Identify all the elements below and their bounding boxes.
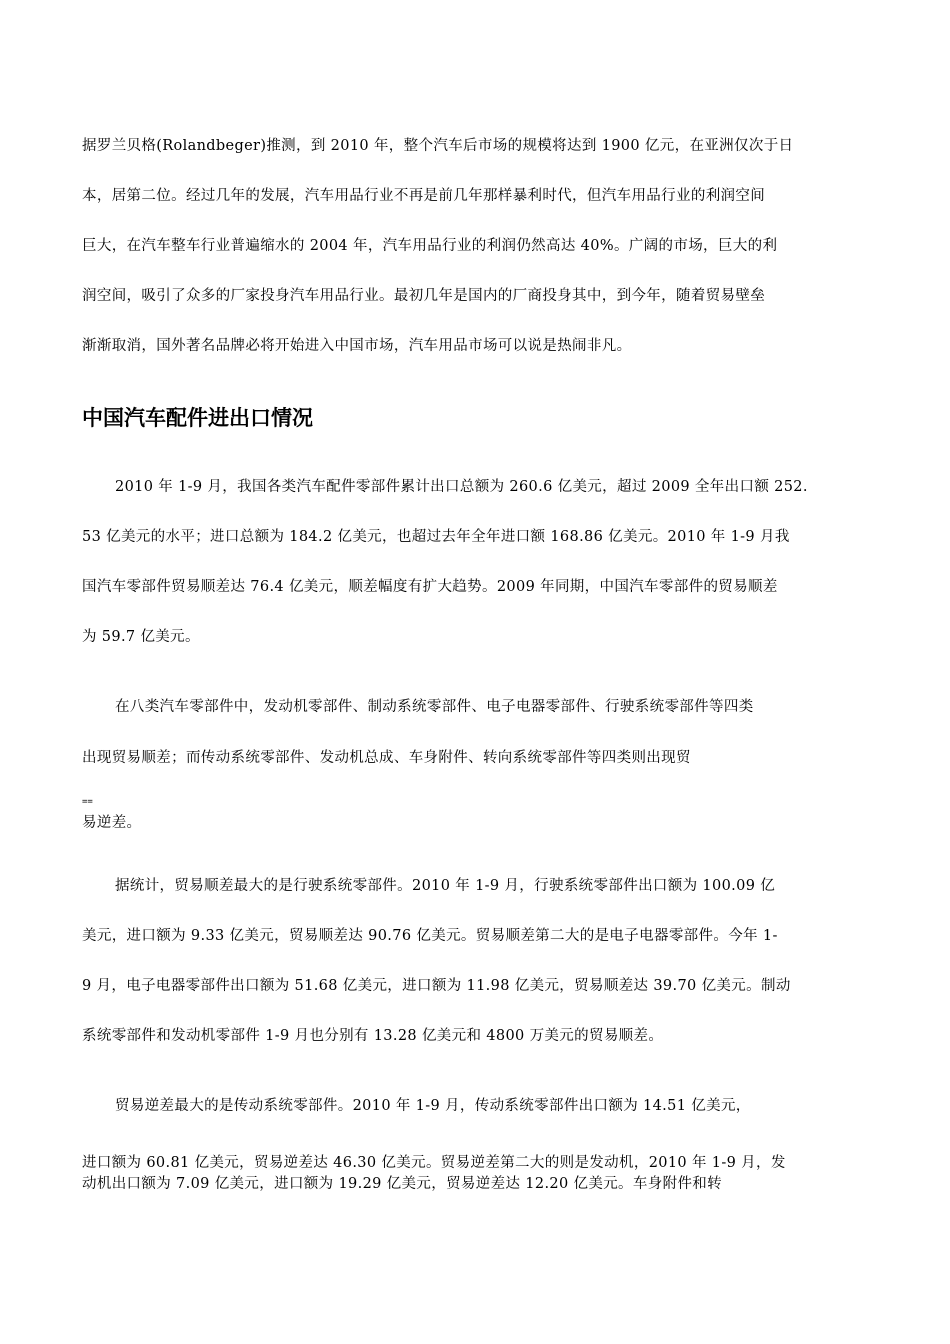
p4-line-2: 进口额为 60.81 亿美元，贸易逆差达 46.30 亿美元。贸易逆差第二大的则是发动机，2010 年 1-9 月，发 — [82, 1155, 786, 1171]
p4-line-1: 贸易逆差最大的是传动系统零部件。2010 年 1-9 月，传动系统零部件出口额为 14.51 亿美元， — [115, 1098, 751, 1114]
p1-line-1: 2010 年 1-9 月，我国各类汽车配件零部件累计出口总额为 260.6 亿美元，超过 2009 全年出口额 252. — [115, 479, 808, 495]
section-heading: 中国汽车配件进出口情况 — [82, 406, 313, 430]
p2-line-3: 易逆差。 — [82, 815, 142, 831]
p1-line-2: 53 亿美元的水平；进口总额为 184.2 亿美元，也超过去年全年进口额 168.86 亿美元。2010 年 1-9 月我 — [82, 529, 790, 545]
p1-line-4: 为 59.7 亿美元。 — [82, 629, 200, 645]
p1-line-3: 国汽车零部件贸易顺差达 76.4 亿美元，顺差幅度有扩大趋势。2009 年同期，中国汽车零部件的贸易顺差 — [82, 579, 778, 595]
intro-line-5: 渐渐取消，国外著名品牌必将开始进入中国市场，汽车用品市场可以说是热闹非凡。 — [82, 338, 632, 354]
p2-line-2: 出现贸易顺差；而传动系统零部件、发动机总成、车身附件、转向系统零部件等四类则出现贸 — [82, 750, 691, 766]
intro-line-4: 润空间，吸引了众多的厂家投身汽车用品行业。最初几年是国内的厂商投身其中，到今年，随着贸易壁垒 — [82, 288, 766, 304]
p3-line-1: 据统计，贸易顺差最大的是行驶系统零部件。2010 年 1-9 月，行驶系统零部件出口额为 100.09 亿 — [115, 878, 776, 894]
line-marker: == — [82, 797, 93, 807]
intro-line-3: 巨大，在汽车整车行业普遍缩水的 2004 年，汽车用品行业的利润仍然高达 40%。广阔的市场，巨大的利 — [82, 238, 778, 254]
intro-line-2: 本，居第二位。经过几年的发展，汽车用品行业不再是前几年那样暴利时代，但汽车用品行业的利润空间 — [82, 188, 766, 204]
p4-line-3: 动机出口额为 7.09 亿美元，进口额为 19.29 亿美元，贸易逆差达 12.20 亿美元。车身附件和转 — [82, 1176, 723, 1192]
p3-line-2: 美元，进口额为 9.33 亿美元，贸易顺差达 90.76 亿美元。贸易顺差第二大的是电子电器零部件。今年 1- — [82, 928, 778, 944]
p2-line-1: 在八类汽车零部件中，发动机零部件、制动系统零部件、电子电器零部件、行驶系统零部件等四类 — [115, 699, 754, 715]
intro-line-1: 据罗兰贝格(Rolandbeger)推测，到 2010 年，整个汽车后市场的规模将达到 1900 亿元，在亚洲仅次于日 — [82, 138, 794, 154]
p3-line-3: 9 月，电子电器零部件出口额为 51.68 亿美元，进口额为 11.98 亿美元，贸易顺差达 39.70 亿美元。制动 — [82, 978, 791, 994]
p3-line-4: 系统零部件和发动机零部件 1-9 月也分别有 13.28 亿美元和 4800 万美元的贸易顺差。 — [82, 1028, 664, 1044]
